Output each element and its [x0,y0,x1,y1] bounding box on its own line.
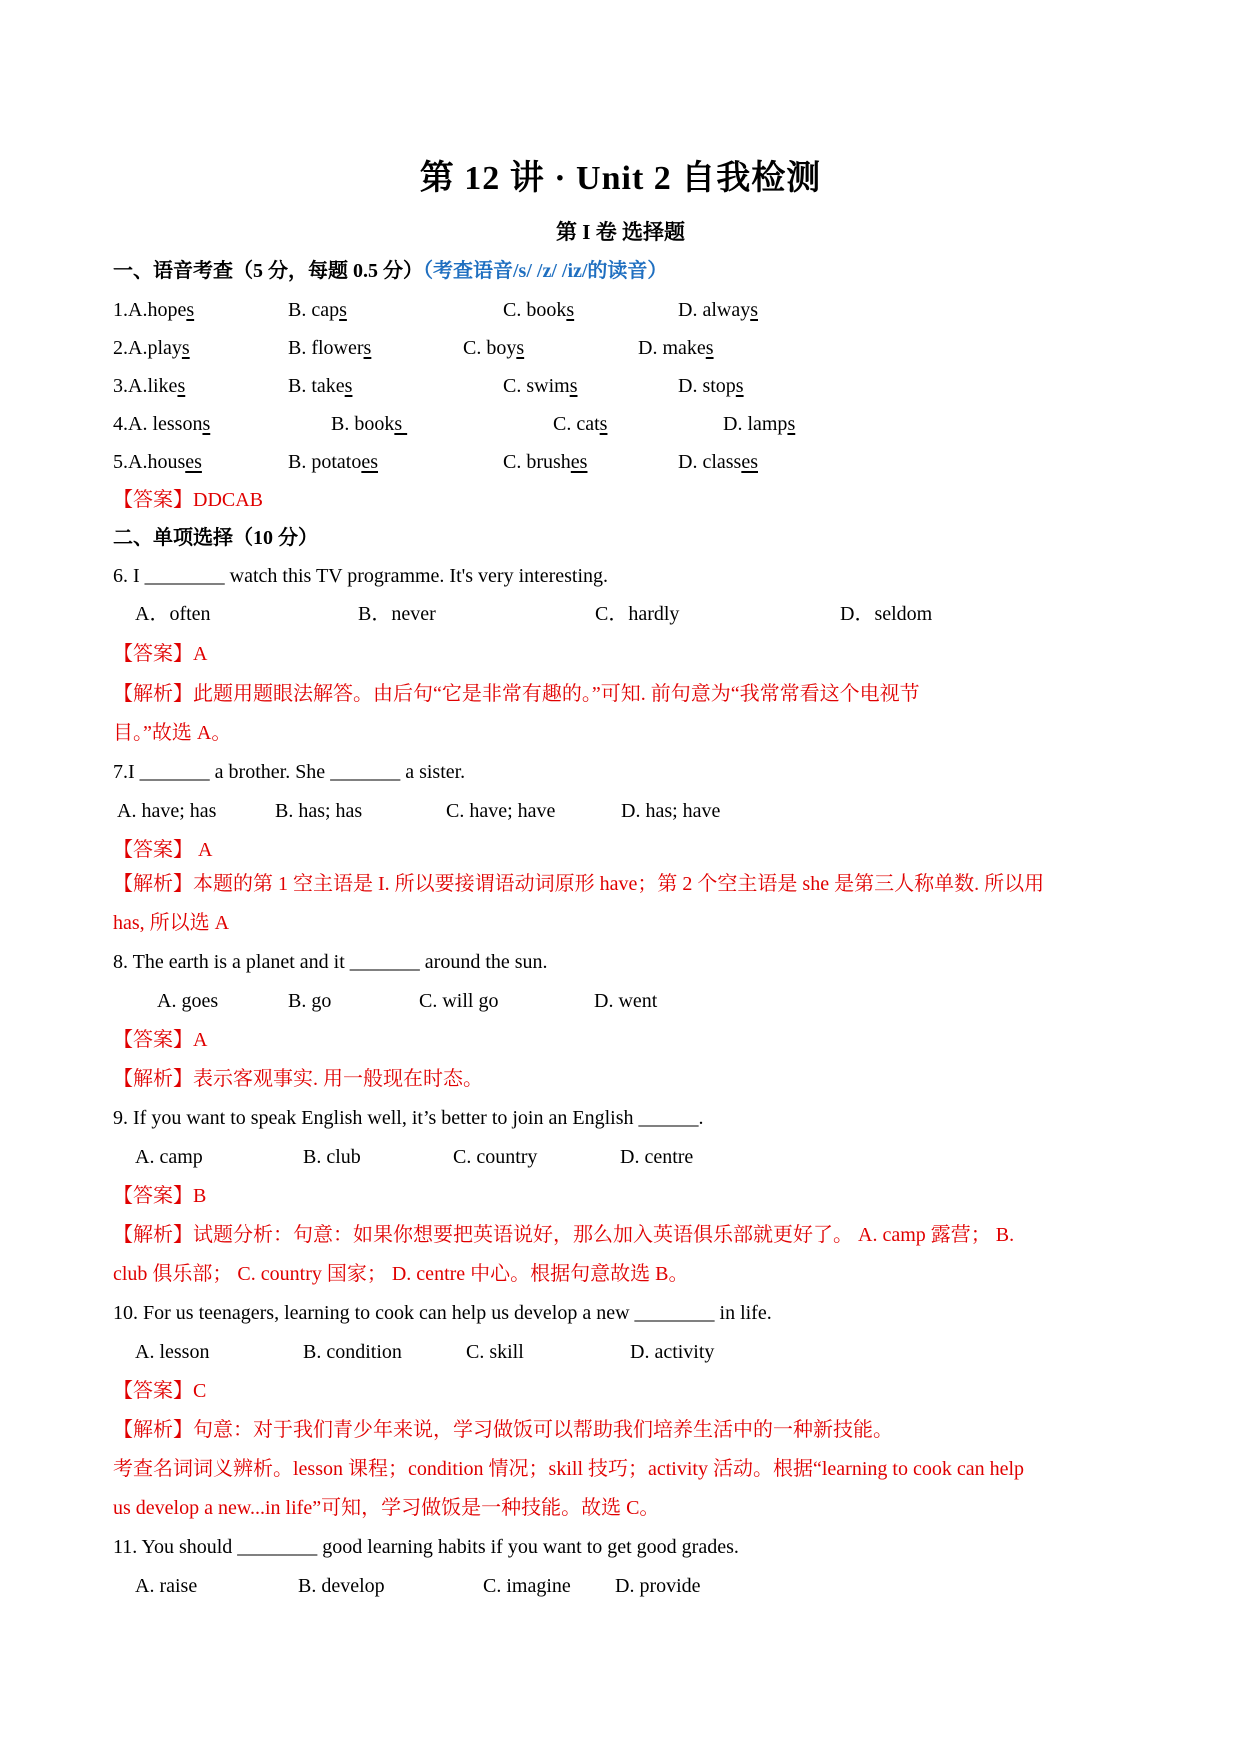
option-d: D. centre [620,1146,694,1168]
option-b: B. takes [288,375,353,397]
question-7-analysis: 【解析】本题的第 1 空主语是 I. 所以要接谓语动词原形 have；第 2 个空主语是 she 是第三人称单数. 所以用 [113,873,1045,895]
question-8-answer: 【答案】A [113,1029,208,1051]
phonetics-question-4 [113,410,796,438]
option-a: A.likes [128,375,186,397]
question-6-stem: 6. I ________ watch this TV programme. It's very interesting. [113,565,608,587]
option-c: C. skill [466,1341,524,1363]
phonetics-question-2 [113,334,714,362]
option-d: D. lamps [723,413,796,435]
section1-note: （考查语音/s/ /z/ /iz/的读音） [423,260,668,282]
question-number: 5. [113,451,128,473]
question-10-analysis-cont: 考查名词词义辨析。lesson 课程；condition 情况；skill 技巧；activity 活动。根据“learning to cook can help [113,1458,1025,1480]
question-10-stem: 10. For us teenagers, learning to cook can help us develop a new ________ in life. [113,1302,772,1324]
question-9-stem: 9. If you want to speak English well, it’s better to join an English ______. [113,1107,704,1129]
option-d: D．seldom [840,603,933,625]
option-a: A. have; has [117,800,217,822]
option-a: A．often [135,603,211,625]
option-d: D. went [594,990,658,1012]
question-number: 2. [113,337,128,359]
option-a: A.houses [128,451,202,473]
question-number: 4. [113,413,128,435]
question-8-stem: 8. The earth is a planet and it _______ around the sun. [113,951,548,973]
option-a: A. goes [157,990,219,1012]
option-a: A. raise [135,1575,198,1597]
option-d: D. provide [615,1575,701,1597]
question-10-analysis-cont2: us develop a new...in life”可知，学习做饭是一种技能。故选 C。 [113,1497,660,1519]
option-b: B. flowers [288,337,372,359]
option-b: B. caps [288,299,347,321]
section2-heading: 二、单项选择（10 分） [113,527,318,549]
question-9-answer: 【答案】B [113,1185,207,1207]
option-b: B. condition [303,1341,402,1363]
option-b: B．never [358,603,436,625]
option-b: B. books [331,413,408,435]
option-d: D. always [678,299,758,321]
section1-answer: 【答案】DDCAB [113,489,264,511]
question-number: 3. [113,375,128,397]
phonetics-question-1 [113,296,758,324]
question-7-analysis-cont: has, 所以选 A [113,912,230,934]
option-c: C. books [503,299,575,321]
section1-heading [113,257,667,285]
option-b: B. club [303,1146,361,1168]
volume-title: 第 I 卷 选择题 [556,220,685,244]
question-6-analysis-cont: 目。”故选 A。 [113,722,232,744]
question-7-answer: 【答案】 A [113,839,213,861]
option-c: C. cats [553,413,608,435]
option-c: C. have; have [446,800,556,822]
question-10-answer: 【答案】C [113,1380,207,1402]
option-b: B. develop [298,1575,385,1597]
question-7-stem: 7.I _______ a brother. She _______ a sister. [113,761,466,783]
option-b: B. has; has [275,800,363,822]
question-9-analysis: 【解析】试题分析：句意：如果你想要把英语说好，那么加入英语俱乐部就更好了。 A. camp 露营； B. [113,1224,1015,1246]
option-a: A. camp [135,1146,203,1168]
option-c: C. imagine [483,1575,571,1597]
option-d: D. has; have [621,800,721,822]
question-8-analysis: 【解析】表示客观事实. 用一般现在时态。 [113,1068,483,1090]
option-a: A.hopes [128,299,195,321]
option-d: D. classes [678,451,758,473]
option-a: A. lesson [135,1341,210,1363]
option-c: C．hardly [595,603,680,625]
option-d: D. stops [678,375,744,397]
section1-heading-text: 一、语音考查（5 分，每题 0.5 分） [113,260,423,282]
option-c: C. boys [463,337,525,359]
option-b: B. potatoes [288,451,379,473]
question-number: 1. [113,299,128,321]
option-a: A.plays [128,337,190,359]
option-c: C. swims [503,375,578,397]
question-11-stem: 11. You should ________ good learning habits if you want to get good grades. [113,1536,739,1558]
question-6-answer: 【答案】A [113,643,208,665]
page-title: 第 12 讲 · Unit 2 自我检测 [419,160,822,197]
question-9-analysis-cont: club 俱乐部； C. country 国家； D. centre 中心。根据句意故选 B。 [113,1263,689,1285]
option-c: C. will go [419,990,499,1012]
question-6-analysis: 【解析】此题用题眼法解答。由后句“它是非常有趣的。”可知. 前句意为“我常常看这个电视节 [113,683,920,705]
question-10-analysis: 【解析】句意：对于我们青少年来说，学习做饭可以帮助我们培养生活中的一种新技能。 [113,1419,893,1441]
option-d: D. activity [630,1341,715,1363]
option-b: B. go [288,990,332,1012]
phonetics-question-5 [113,448,758,476]
option-c: C. brushes [503,451,588,473]
option-c: C. country [453,1146,538,1168]
phonetics-question-3 [113,372,744,400]
option-a: A. lessons [128,413,211,435]
option-d: D. makes [638,337,714,359]
